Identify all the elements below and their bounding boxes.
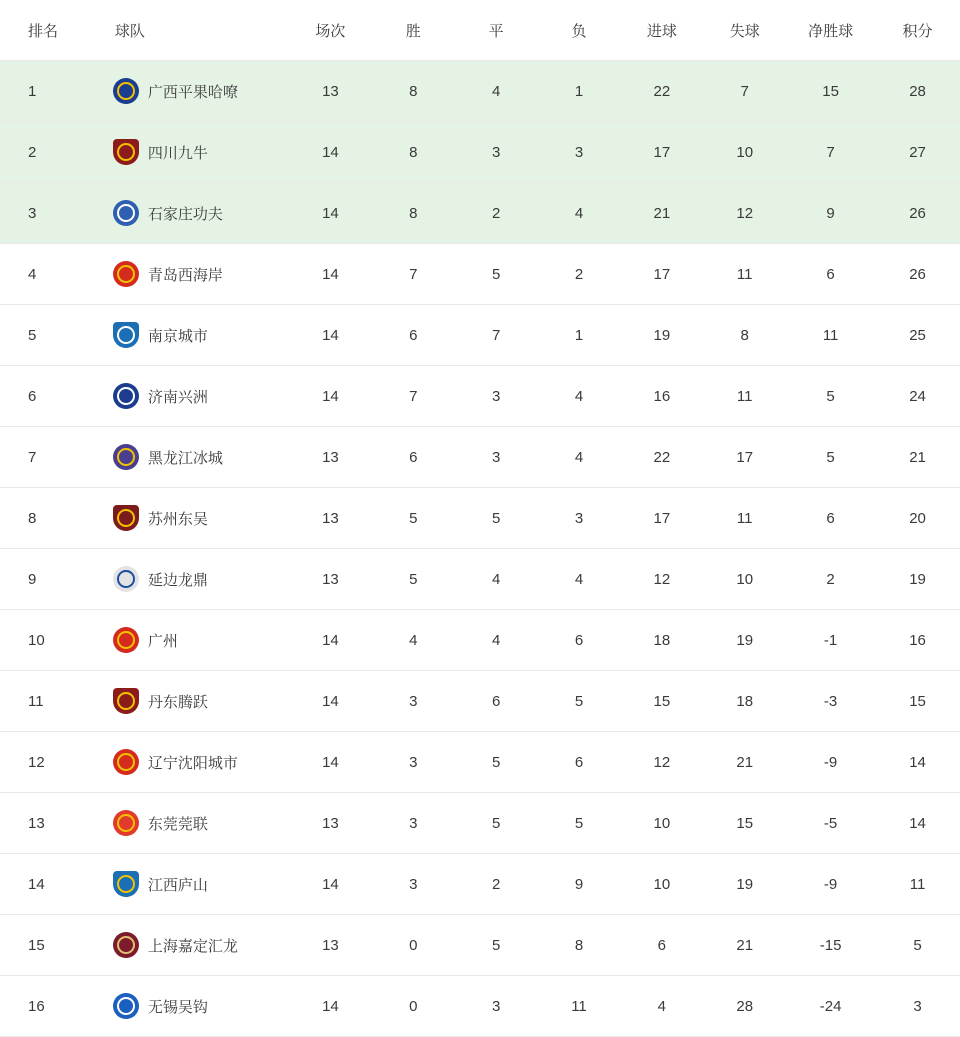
team-name: 延边龙鼎 — [147, 571, 208, 589]
cell-goals-for: 19 — [620, 305, 703, 366]
crest-heilongjiang-icon — [113, 444, 139, 470]
team-name: 江西庐山 — [147, 876, 208, 894]
cell-win: 7 — [372, 244, 455, 305]
crest-jiangxi-icon — [113, 871, 139, 897]
cell-loss: 4 — [538, 427, 621, 488]
cell-played: 13 — [289, 488, 372, 549]
table-body — [0, 61, 960, 1037]
crest-qingdao-icon — [113, 261, 139, 287]
cell-goals-against: 8 — [703, 305, 786, 366]
table-row[interactable] — [0, 976, 960, 1037]
cell-goal-diff: 15 — [786, 61, 875, 122]
cell-win: 6 — [372, 427, 455, 488]
cell-win: 3 — [372, 793, 455, 854]
cell-team[interactable] — [87, 183, 289, 244]
cell-rank: 15 — [0, 915, 87, 976]
cell-rank: 7 — [0, 427, 87, 488]
header-goals-for: 进球 — [620, 0, 703, 61]
cell-goals-against: 15 — [703, 793, 786, 854]
cell-goal-diff: 7 — [786, 122, 875, 183]
cell-points: 24 — [875, 366, 960, 427]
header-played: 场次 — [289, 0, 372, 61]
cell-played: 14 — [289, 122, 372, 183]
cell-win: 8 — [372, 122, 455, 183]
cell-goals-against: 21 — [703, 732, 786, 793]
cell-goal-diff: 11 — [786, 305, 875, 366]
cell-played: 13 — [289, 793, 372, 854]
table-row[interactable] — [0, 671, 960, 732]
cell-win: 5 — [372, 549, 455, 610]
cell-goal-diff: -1 — [786, 610, 875, 671]
team-name: 济南兴洲 — [147, 388, 208, 406]
cell-goals-against: 19 — [703, 854, 786, 915]
team-name: 广西平果哈嘹 — [147, 83, 238, 101]
cell-goal-diff: 9 — [786, 183, 875, 244]
cell-goals-for: 12 — [620, 732, 703, 793]
table-row[interactable] — [0, 549, 960, 610]
cell-draw: 5 — [455, 488, 538, 549]
cell-team[interactable] — [87, 854, 289, 915]
cell-goals-for: 12 — [620, 549, 703, 610]
crest-suzhou-icon — [113, 505, 139, 531]
team-name: 丹东腾跃 — [147, 693, 208, 711]
cell-rank: 4 — [0, 244, 87, 305]
cell-draw: 5 — [455, 244, 538, 305]
table-header — [0, 0, 960, 61]
crest-liaoning-icon — [113, 749, 139, 775]
cell-rank: 10 — [0, 610, 87, 671]
cell-goals-against: 11 — [703, 366, 786, 427]
cell-goals-against: 28 — [703, 976, 786, 1037]
cell-loss: 2 — [538, 244, 621, 305]
header-row — [0, 0, 960, 61]
cell-goal-diff: -3 — [786, 671, 875, 732]
header-rank: 排名 — [0, 0, 87, 61]
cell-team[interactable] — [87, 488, 289, 549]
header-goal-diff: 净胜球 — [786, 0, 875, 61]
cell-goals-for: 18 — [620, 610, 703, 671]
cell-win: 7 — [372, 366, 455, 427]
cell-draw: 4 — [455, 549, 538, 610]
cell-played: 14 — [289, 854, 372, 915]
cell-draw: 3 — [455, 122, 538, 183]
cell-rank: 3 — [0, 183, 87, 244]
table-row[interactable] — [0, 122, 960, 183]
team-name: 青岛西海岸 — [147, 266, 223, 284]
cell-loss: 4 — [538, 183, 621, 244]
cell-points: 11 — [875, 854, 960, 915]
table-row[interactable] — [0, 854, 960, 915]
header-win: 胜 — [372, 0, 455, 61]
cell-goal-diff: -24 — [786, 976, 875, 1037]
cell-goals-against: 7 — [703, 61, 786, 122]
cell-loss: 9 — [538, 854, 621, 915]
cell-team[interactable] — [87, 549, 289, 610]
cell-win: 8 — [372, 183, 455, 244]
cell-goals-for: 22 — [620, 427, 703, 488]
cell-draw: 2 — [455, 183, 538, 244]
cell-team[interactable] — [87, 366, 289, 427]
cell-draw: 2 — [455, 854, 538, 915]
cell-loss: 1 — [538, 305, 621, 366]
crest-yanbian-icon — [113, 566, 139, 592]
cell-goal-diff: 6 — [786, 488, 875, 549]
team-name: 石家庄功夫 — [147, 205, 223, 223]
cell-draw: 3 — [455, 976, 538, 1037]
cell-team[interactable] — [87, 122, 289, 183]
cell-rank: 1 — [0, 61, 87, 122]
cell-draw: 3 — [455, 427, 538, 488]
cell-rank: 13 — [0, 793, 87, 854]
team-name: 辽宁沈阳城市 — [147, 754, 238, 772]
cell-played: 14 — [289, 976, 372, 1037]
cell-goals-against: 10 — [703, 122, 786, 183]
cell-goal-diff: -5 — [786, 793, 875, 854]
cell-team[interactable] — [87, 244, 289, 305]
cell-goals-for: 10 — [620, 793, 703, 854]
cell-goals-for: 4 — [620, 976, 703, 1037]
cell-team[interactable] — [87, 427, 289, 488]
cell-goals-for: 10 — [620, 854, 703, 915]
cell-played: 14 — [289, 305, 372, 366]
cell-points: 27 — [875, 122, 960, 183]
cell-win: 3 — [372, 732, 455, 793]
cell-loss: 6 — [538, 732, 621, 793]
cell-loss: 1 — [538, 61, 621, 122]
cell-goals-for: 15 — [620, 671, 703, 732]
cell-goals-against: 17 — [703, 427, 786, 488]
cell-goals-for: 17 — [620, 122, 703, 183]
cell-loss: 3 — [538, 488, 621, 549]
team-name: 东莞莞联 — [147, 815, 208, 833]
cell-goals-for: 21 — [620, 183, 703, 244]
cell-loss: 5 — [538, 671, 621, 732]
team-name: 无锡吴钩 — [147, 998, 208, 1016]
cell-loss: 8 — [538, 915, 621, 976]
table-row[interactable] — [0, 610, 960, 671]
cell-goals-for: 17 — [620, 244, 703, 305]
cell-win: 3 — [372, 671, 455, 732]
crest-shijiazhuang-icon — [113, 200, 139, 226]
cell-goals-against: 10 — [703, 549, 786, 610]
cell-played: 14 — [289, 244, 372, 305]
cell-played: 14 — [289, 610, 372, 671]
crest-dandong-icon — [113, 688, 139, 714]
cell-points: 26 — [875, 244, 960, 305]
table-row[interactable] — [0, 305, 960, 366]
cell-goal-diff: -9 — [786, 732, 875, 793]
header-points: 积分 — [875, 0, 960, 61]
cell-loss: 4 — [538, 366, 621, 427]
cell-rank: 5 — [0, 305, 87, 366]
cell-played: 13 — [289, 61, 372, 122]
table-row[interactable] — [0, 488, 960, 549]
cell-rank: 12 — [0, 732, 87, 793]
header-goals-against: 失球 — [703, 0, 786, 61]
cell-points: 26 — [875, 183, 960, 244]
cell-goal-diff: -15 — [786, 915, 875, 976]
cell-loss: 3 — [538, 122, 621, 183]
cell-win: 5 — [372, 488, 455, 549]
cell-win: 4 — [372, 610, 455, 671]
cell-team[interactable] — [87, 61, 289, 122]
team-name: 四川九牛 — [147, 144, 208, 162]
cell-draw: 5 — [455, 732, 538, 793]
team-name: 广州 — [147, 632, 178, 650]
table-row[interactable] — [0, 244, 960, 305]
cell-win: 6 — [372, 305, 455, 366]
cell-goals-against: 11 — [703, 244, 786, 305]
cell-points: 14 — [875, 793, 960, 854]
cell-draw: 3 — [455, 366, 538, 427]
cell-goals-against: 12 — [703, 183, 786, 244]
crest-jinan-icon — [113, 383, 139, 409]
cell-points: 20 — [875, 488, 960, 549]
cell-played: 13 — [289, 549, 372, 610]
cell-draw: 4 — [455, 610, 538, 671]
cell-goal-diff: 6 — [786, 244, 875, 305]
cell-rank: 9 — [0, 549, 87, 610]
team-name: 上海嘉定汇龙 — [147, 937, 238, 955]
cell-goals-for: 6 — [620, 915, 703, 976]
cell-draw: 6 — [455, 671, 538, 732]
cell-goal-diff: 5 — [786, 427, 875, 488]
cell-played: 14 — [289, 732, 372, 793]
cell-team[interactable] — [87, 793, 289, 854]
cell-loss: 11 — [538, 976, 621, 1037]
cell-goals-against: 18 — [703, 671, 786, 732]
cell-rank: 8 — [0, 488, 87, 549]
table-row[interactable] — [0, 915, 960, 976]
header-draw: 平 — [455, 0, 538, 61]
cell-loss: 6 — [538, 610, 621, 671]
cell-team[interactable] — [87, 976, 289, 1037]
cell-team[interactable] — [87, 610, 289, 671]
cell-win: 0 — [372, 915, 455, 976]
cell-points: 19 — [875, 549, 960, 610]
cell-points: 21 — [875, 427, 960, 488]
crest-dongguan-icon — [113, 810, 139, 836]
table-row[interactable] — [0, 183, 960, 244]
cell-points: 16 — [875, 610, 960, 671]
cell-draw: 7 — [455, 305, 538, 366]
crest-nanjing-icon — [113, 322, 139, 348]
table-row[interactable] — [0, 427, 960, 488]
cell-win: 0 — [372, 976, 455, 1037]
crest-guangxi-icon — [113, 78, 139, 104]
cell-played: 14 — [289, 671, 372, 732]
table-row[interactable] — [0, 366, 960, 427]
cell-team[interactable] — [87, 732, 289, 793]
cell-goals-for: 22 — [620, 61, 703, 122]
header-loss: 负 — [538, 0, 621, 61]
crest-guangzhou-icon — [113, 627, 139, 653]
cell-points: 25 — [875, 305, 960, 366]
cell-loss: 4 — [538, 549, 621, 610]
cell-rank: 2 — [0, 122, 87, 183]
cell-loss: 5 — [538, 793, 621, 854]
cell-points: 14 — [875, 732, 960, 793]
cell-goal-diff: -9 — [786, 854, 875, 915]
cell-draw: 5 — [455, 915, 538, 976]
cell-win: 8 — [372, 61, 455, 122]
cell-team[interactable] — [87, 915, 289, 976]
cell-points: 3 — [875, 976, 960, 1037]
cell-goals-against: 19 — [703, 610, 786, 671]
cell-goals-against: 11 — [703, 488, 786, 549]
cell-points: 28 — [875, 61, 960, 122]
cell-team[interactable] — [87, 671, 289, 732]
crest-wuxi-icon — [113, 993, 139, 1019]
team-name: 苏州东吴 — [147, 510, 208, 528]
cell-team[interactable] — [87, 305, 289, 366]
cell-goal-diff: 5 — [786, 366, 875, 427]
cell-draw: 5 — [455, 793, 538, 854]
cell-goals-against: 21 — [703, 915, 786, 976]
cell-played: 13 — [289, 427, 372, 488]
cell-points: 5 — [875, 915, 960, 976]
table-row[interactable] — [0, 61, 960, 122]
header-team: 球队 — [87, 0, 289, 61]
team-name: 南京城市 — [147, 327, 208, 345]
cell-rank: 6 — [0, 366, 87, 427]
cell-goals-for: 16 — [620, 366, 703, 427]
team-name: 黑龙江冰城 — [147, 449, 223, 467]
cell-win: 3 — [372, 854, 455, 915]
cell-rank: 14 — [0, 854, 87, 915]
cell-rank: 16 — [0, 976, 87, 1037]
cell-rank: 11 — [0, 671, 87, 732]
table-row[interactable] — [0, 793, 960, 854]
crest-sichuan-icon — [113, 139, 139, 165]
crest-shanghai-icon — [113, 932, 139, 958]
cell-points: 15 — [875, 671, 960, 732]
cell-goal-diff: 2 — [786, 549, 875, 610]
cell-played: 13 — [289, 915, 372, 976]
cell-played: 14 — [289, 366, 372, 427]
cell-draw: 4 — [455, 61, 538, 122]
table-row[interactable] — [0, 732, 960, 793]
cell-played: 14 — [289, 183, 372, 244]
cell-goals-for: 17 — [620, 488, 703, 549]
